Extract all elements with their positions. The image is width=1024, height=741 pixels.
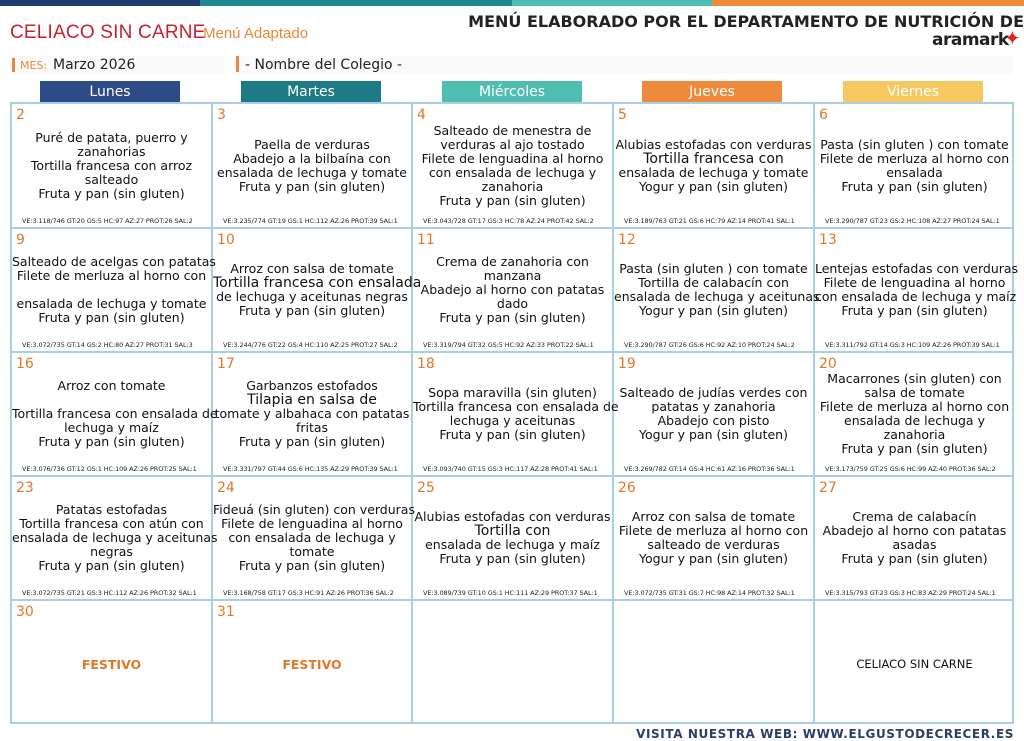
month-label: MES: (20, 59, 48, 72)
menu-line: Fruta y pan (sin gluten) (439, 310, 586, 325)
menu-line: Filete de merluza al horno con (819, 151, 1010, 166)
nutrition-info: VE:3.244/776 GT:22 GS:4 HC:110 AZ:25 PROT:27 SAL:2 (223, 341, 398, 349)
day-cell (614, 601, 815, 722)
day-cell (12, 477, 218, 601)
day-cell (413, 353, 619, 477)
nutrition-info: VE:3.315/793 GT:23 GS:3 HC:83 AZ:29 PROT:24 SAL:1 (825, 589, 996, 597)
menu-line: Filete de lenguadina al horno (221, 516, 403, 531)
menu-text (413, 124, 612, 208)
day-cell (213, 601, 413, 722)
menu-line: Abadejo con pisto (657, 413, 770, 428)
day-number: 30 (16, 604, 34, 620)
menu-line: Yogur y pan (sin gluten) (639, 551, 788, 566)
day-cell (815, 477, 1014, 601)
menu-line: Tortilla con (474, 523, 551, 539)
menu-line: ensalada de lechuga y aceitunas (12, 530, 218, 545)
day-number: 12 (618, 232, 636, 248)
menu-line: Fruta y pan (sin gluten) (238, 434, 386, 449)
menu-line: Fruta y pan (sin gluten) (841, 441, 988, 456)
day-number: 5 (618, 107, 627, 123)
menu-line: con ensalada de lechuga y (428, 165, 597, 180)
menu-line: ensalada de lechuga y tomate (16, 296, 207, 311)
menu-subtitle: Menú Adaptado (203, 25, 309, 42)
menu-line: zanahoria (883, 427, 946, 442)
menu-line: Tortilla francesa con arroz (30, 158, 193, 173)
day-number: 23 (16, 480, 34, 496)
day-number: 26 (618, 480, 636, 496)
day-number: 4 (417, 107, 426, 123)
menu-line: Tilapia en salsa de (247, 392, 377, 408)
menu-line: salteado de verduras (647, 537, 780, 552)
day-cell (213, 353, 413, 477)
aramark-logo: aramark (932, 30, 1009, 50)
school-name: - Nombre del Colegio - (245, 57, 403, 73)
day-cell (213, 229, 422, 353)
menu-line: Filete de lenguadina al horno (421, 151, 604, 166)
day-header-lunes: Lunes (40, 81, 180, 103)
nutrition-info: VE:3.290/787 GT:26 GS:6 HC:92 AZ:10 PROT:24 SAL:2 (624, 341, 795, 349)
menu-line: Salteado de acelgas con patatas (12, 254, 216, 269)
menu-line (12, 393, 211, 407)
menu-line: Fruta y pan (sin gluten) (439, 193, 586, 208)
day-number: 24 (217, 480, 235, 496)
nutrition-info: VE:3.076/736 GT:12 GS:1 HC:109 AZ:26 PROT:25 SAL:1 (22, 465, 197, 473)
day-number: 20 (819, 356, 837, 372)
month-value: Marzo 2026 (53, 57, 136, 73)
menu-text (213, 261, 422, 318)
menu-line: Pasta (sin gluten ) con tomate (820, 137, 1009, 152)
menu-line: asadas (892, 537, 937, 552)
menu-line: Salteado de judías verdes con (619, 385, 808, 400)
holiday-label: FESTIVO (282, 657, 342, 672)
holiday-label: FESTIVO (81, 657, 142, 672)
menu-line: Paella de verduras (254, 137, 370, 152)
day-cell (12, 353, 218, 477)
day-number: 2 (16, 107, 25, 123)
menu-text (815, 261, 1019, 318)
menu-line: Garbanzos estofados (246, 378, 378, 393)
menu-line: Filete de merluza al horno con (16, 268, 207, 283)
nutrition-info: VE:3.235/774 GT:19 GS:1 HC:112 AZ:26 PROT:39 SAL:1 (223, 217, 398, 225)
menu-line: Arroz con salsa de tomate (631, 509, 796, 524)
day-cell (413, 229, 614, 353)
menu-line: Patatas estofadas (55, 502, 168, 517)
menu-text (413, 510, 612, 566)
menu-line: Fruta y pan (sin gluten) (841, 179, 988, 194)
day-cell (213, 104, 413, 229)
menu-line: verduras al ajo tostado (440, 137, 585, 152)
menu-line: con ensalada de lechuga y maíz (815, 289, 1017, 304)
menu-text (12, 131, 211, 201)
menu-text (213, 502, 415, 573)
menu-line: ensalada de lechuga y tomate (217, 165, 407, 180)
menu-line: Yogur y pan (sin gluten) (639, 427, 788, 442)
day-cell (614, 477, 815, 601)
menu-text (614, 138, 813, 194)
menu-line: salteado (84, 172, 139, 187)
menu-line: lechuga y maíz (64, 420, 159, 435)
website-footer: VISITA NUESTRA WEB: WWW.ELGUSTODECRECER.ES (636, 727, 1014, 741)
menu-line: Fruta y pan (sin gluten) (38, 186, 185, 201)
menu-text (614, 510, 813, 566)
menu-line: Fruta y pan (sin gluten) (238, 179, 386, 194)
day-header-martes: Martes (241, 81, 381, 103)
day-number: 27 (819, 480, 837, 496)
menu-text (614, 261, 820, 318)
menu-line: Tortilla francesa con atún con (19, 516, 204, 531)
menu-text (413, 385, 619, 442)
day-number: 31 (217, 604, 235, 620)
menu-line: ensalada (886, 165, 943, 180)
menu-line: salsa de tomate (864, 385, 965, 400)
school-accent (236, 56, 239, 72)
day-number: 16 (16, 356, 34, 372)
menu-line: Macarrones (sin gluten) con (827, 371, 1002, 386)
nutrition-info: VE:3.118/746 GT:20 GS:5 HC:97 AZ:27 PROT:26 SAL:2 (22, 217, 193, 225)
menu-line: Filete de lenguadina al horno (823, 275, 1006, 290)
menu-type-note: CELIACO SIN CARNE (856, 657, 973, 671)
day-cell (12, 601, 213, 722)
nutrition-info: VE:3.093/740 GT:15 GS:3 HC:117 AZ:28 PROT:41 SAL:1 (423, 465, 598, 473)
menu-line: Yogur y pan (sin gluten) (639, 303, 788, 318)
menu-line: Fruta y pan (sin gluten) (439, 551, 586, 566)
day-number: 18 (417, 356, 435, 372)
nutrition-info: VE:3.290/787 GT:23 GS:2 HC:108 AZ:27 PROT:24 SAL:1 (825, 217, 1000, 225)
menu-line: Filete de merluza al horno con (618, 523, 809, 538)
menu-line: manzana (483, 268, 542, 283)
menu-line: Fideuá (sin gluten) con verduras (213, 502, 415, 517)
menu-line: dado (496, 296, 529, 311)
menu-line: Arroz con tomate (57, 378, 166, 393)
nutrition-info: VE:3.072/735 GT:14 GS:2 HC:80 AZ:27 PROT:31 SAL:3 (22, 341, 193, 349)
nutrition-department-heading: MENÚ ELABORADO POR EL DEPARTAMENTO DE NUTRICIÓN DE (468, 12, 1024, 31)
menu-line: Puré de patata, puerro y (35, 130, 188, 145)
menu-line: ensalada de lechuga y (844, 413, 985, 428)
menu-line: Filete de merluza al horno con (819, 399, 1010, 414)
menu-title: CELIACO SIN CARNE (10, 22, 206, 43)
menu-line: Fruta y pan (sin gluten) (841, 303, 988, 318)
menu-line: fritas (295, 420, 329, 435)
day-number: 17 (217, 356, 235, 372)
menu-line: Tortilla francesa con ensalada (213, 275, 422, 291)
menu-line: Crema de calabacín (852, 509, 977, 524)
menu-line: Tortilla francesa con ensalada de (12, 406, 218, 421)
menu-line: con ensalada de lechuga y (228, 530, 396, 545)
menu-text (413, 255, 612, 325)
menu-line: Abadejo a la bilbaína con (233, 151, 391, 166)
nutrition-info: VE:3.269/782 GT:14 GS:4 HC:61 AZ:16 PROT:36 SAL:1 (624, 465, 795, 473)
day-cell (815, 104, 1014, 229)
day-cell (815, 601, 1014, 722)
menu-line: Fruta y pan (sin gluten) (38, 434, 185, 449)
menu-line: Fruta y pan (sin gluten) (238, 303, 386, 318)
day-number: 25 (417, 480, 435, 496)
menu-text (614, 386, 813, 442)
nutrition-info: VE:3.168/758 GT:17 GS:3 HC:91 AZ:26 PROT:36 SAL:2 (223, 589, 394, 597)
menu-line: Crema de zanahoria con (436, 254, 589, 269)
menu-line: Alubias estofadas con verduras (615, 137, 812, 152)
menu-text (12, 254, 216, 325)
menu-line: Sopa maravilla (sin gluten) (428, 385, 597, 400)
day-cell (614, 104, 815, 229)
day-cell (815, 229, 1019, 353)
day-number: 9 (16, 232, 25, 248)
menu-line: tomate (289, 544, 335, 559)
day-number: 11 (417, 232, 435, 248)
menu-line: Fruta y pan (sin gluten) (439, 427, 586, 442)
day-header-miércoles: Miércoles (442, 81, 582, 103)
menu-text (815, 138, 1014, 194)
menu-line: Abadejo al horno con patatas (822, 523, 1007, 538)
day-number: 13 (819, 232, 837, 248)
menu-line: Tortilla de calabacín con (638, 275, 789, 290)
day-cell (213, 477, 413, 601)
menu-text (213, 379, 411, 449)
menu-text (12, 502, 218, 573)
menu-line (12, 283, 211, 297)
menu-line: patatas y zanahoria (651, 399, 776, 414)
menu-line: Pasta (sin gluten ) con tomate (619, 261, 808, 276)
day-cell (413, 477, 614, 601)
day-cell (614, 229, 820, 353)
menu-line: ensalada de lechuga y aceitunas (614, 289, 820, 304)
day-cell (12, 104, 213, 229)
nutrition-info: VE:3.319/794 GT:32 GS:5 HC:92 AZ:33 PROT:22 SAL:1 (423, 341, 594, 349)
day-cell (815, 353, 1014, 477)
menu-line: Fruta y pan (sin gluten) (38, 310, 185, 325)
nutrition-info: VE:3.072/735 GT:31 GS:7 HC:98 AZ:14 PROT:32 SAL:1 (624, 589, 795, 597)
menu-line: Alubias estofadas con verduras (414, 509, 611, 524)
calendar-grid (10, 102, 1019, 724)
menu-line: zanahorias (77, 144, 146, 159)
menu-line: Yogur y pan (sin gluten) (639, 179, 788, 194)
day-cell (413, 601, 614, 722)
day-cell (12, 229, 216, 353)
day-number: 10 (217, 232, 235, 248)
nutrition-info: VE:3.173/759 GT:25 GS:6 HC:99 AZ:40 PROT:36 SAL:2 (825, 465, 996, 473)
nutrition-info: VE:3.043/728 GT:17 GS:3 HC:78 AZ:24 PROT:42 SAL:2 (423, 217, 594, 225)
aramark-star-icon: ✦ (1004, 26, 1021, 50)
day-cell (413, 104, 614, 229)
day-number: 6 (819, 107, 828, 123)
top-color-bar (0, 0, 1024, 6)
month-accent (12, 58, 15, 72)
nutrition-info: VE:3.331/797 GT:44 GS:6 HC:135 AZ:29 PROT:39 SAL:1 (223, 465, 398, 473)
menu-line: tomate y albahaca con patatas (214, 406, 410, 421)
menu-line: lechuga y aceitunas (449, 413, 576, 428)
menu-line: Tortilla francesa con (643, 151, 784, 167)
menu-line: Salteado de menestra de (433, 123, 592, 138)
menu-text (815, 372, 1014, 456)
menu-line: Fruta y pan (sin gluten) (841, 551, 988, 566)
menu-line: Lentejas estofadas con verduras (815, 261, 1019, 276)
menu-line: Fruta y pan (sin gluten) (238, 558, 386, 573)
menu-line: Tortilla francesa con ensalada de (413, 399, 619, 414)
day-header-jueves: Jueves (642, 81, 782, 103)
menu-line: zanahoria (481, 179, 544, 194)
nutrition-info: VE:3.089/739 GT:10 GS:1 HC:111 AZ:29 PROT:37 SAL:1 (423, 589, 598, 597)
menu-line: Fruta y pan (sin gluten) (38, 558, 185, 573)
menu-line: Abadejo al horno con patatas (420, 282, 605, 297)
menu-line: de lechuga y aceitunas negras (216, 289, 408, 304)
menu-text (12, 378, 218, 449)
nutrition-info: VE:3.072/735 GT:21 GS:3 HC:112 AZ:26 PROT:32 SAL:1 (22, 589, 197, 597)
day-number: 19 (618, 356, 636, 372)
menu-text (815, 510, 1014, 566)
menu-line: ensalada de lechuga y maíz (425, 537, 600, 552)
menu-line: ensalada de lechuga y tomate (618, 165, 809, 180)
day-header-viernes: Viernes (843, 81, 983, 103)
day-cell (614, 353, 815, 477)
day-number: 3 (217, 107, 226, 123)
menu-text (213, 138, 411, 194)
menu-line: negras (90, 544, 133, 559)
menu-line: Arroz con salsa de tomate (230, 261, 394, 276)
nutrition-info: VE:3.189/763 GT:21 GS:6 HC:79 AZ:14 PROT:41 SAL:1 (624, 217, 795, 225)
nutrition-info: VE:3.311/792 GT:14 GS:3 HC:109 AZ:26 PROT:39 SAL:1 (825, 341, 1000, 349)
